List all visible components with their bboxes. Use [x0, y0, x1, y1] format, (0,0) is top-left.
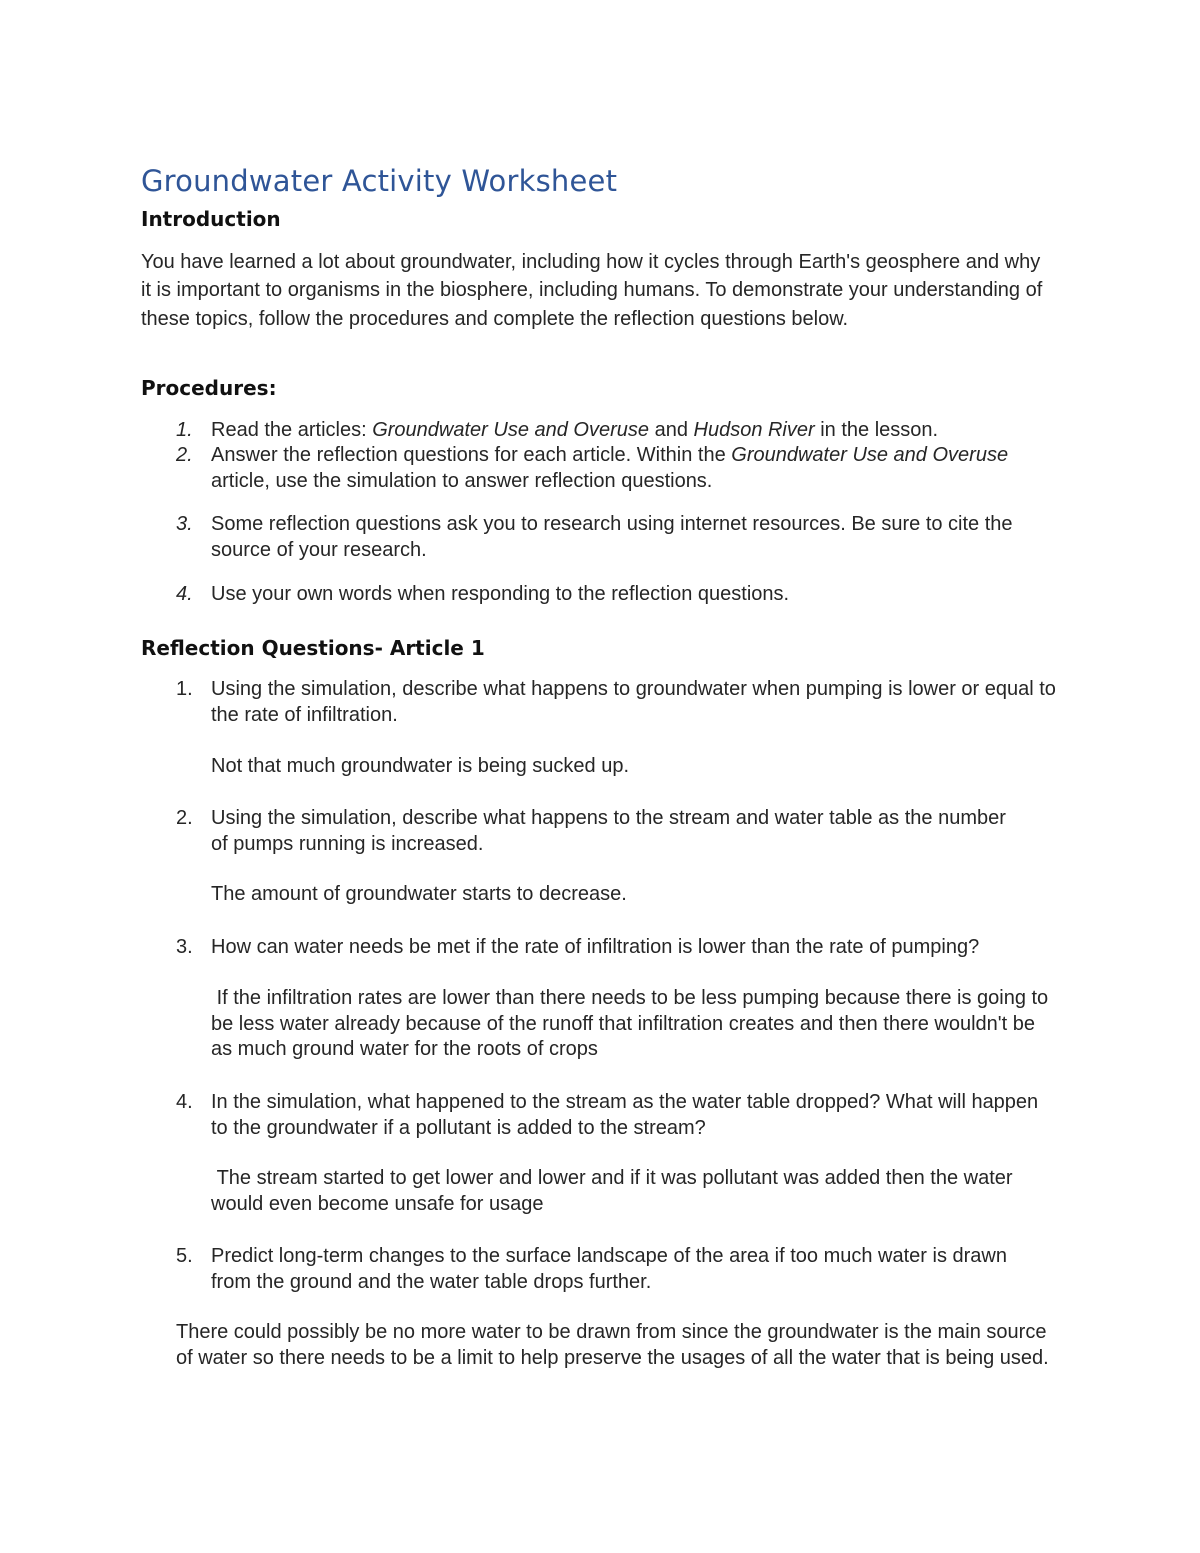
- procedures-heading: Procedures:: [141, 376, 277, 400]
- question-text: Using the simulation, describe what happens to the stream and water table as the number of pumps running is increased.: [211, 807, 1006, 855]
- procedure-item: Use your own words when responding to the reflection questions.: [211, 583, 790, 605]
- question-number: 3.: [176, 936, 193, 958]
- answer-text: The stream started to get lower and lower and if it was pollutant was added then the water would even become unsafe for usage: [211, 1167, 1019, 1215]
- answer-text: Not that much groundwater is being sucked up.: [211, 755, 630, 777]
- procedure-item: Answer the reflection questions for each article. Within the Groundwater Use and Overuse article, use the simulation to answer reflection questions.: [211, 444, 1009, 492]
- procedure-number: 4.: [176, 583, 193, 605]
- question-number: 1.: [176, 678, 193, 700]
- question-text: Using the simulation, describe what happens to groundwater when pumping is lower or equal to the rate of infiltration.: [211, 678, 1056, 726]
- answer-text: There could possibly be no more water to be drawn from since the groundwater is the main source of water so there needs to be a limit to help preserve the usages of all the water that is being used.: [176, 1321, 1049, 1369]
- procedure-item: Some reflection questions ask you to research using internet resources. Be sure to cite the source of your research.: [211, 513, 1013, 561]
- question-text: How can water needs be met if the rate of infiltration is lower than the rate of pumping?: [211, 936, 980, 958]
- question-text: Predict long-term changes to the surface landscape of the area if too much water is drawn from the ground and the water table drops further.: [211, 1245, 1007, 1293]
- answer-text: If the infiltration rates are lower than there needs to be less pumping because there is going to be less water already because of the runoff that infiltration creates and then there wouldn't be as much ground water for the roots of crops: [211, 987, 1054, 1060]
- question-number: 4.: [176, 1091, 193, 1113]
- reflection-heading: Reflection Questions- Article 1: [141, 636, 485, 660]
- question-text: In the simulation, what happened to the stream as the water table dropped? What will happen to the groundwater if a pollutant is added to the stream?: [211, 1091, 1039, 1139]
- question-number: 2.: [176, 807, 193, 829]
- procedure-number: 1.: [176, 419, 193, 441]
- answer-text: The amount of groundwater starts to decrease.: [211, 883, 627, 905]
- introduction-text: You have learned a lot about groundwater, including how it cycles through Earth's geosphere and why it is important to organisms in the biosphere, including humans. To demonstrate your understanding of these topics, follow the procedures and complete the reflection questions below.: [141, 251, 1043, 330]
- procedure-number: 2.: [176, 444, 193, 466]
- introduction-heading: Introduction: [141, 207, 281, 231]
- procedure-item: Read the articles: Groundwater Use and Overuse and Hudson River in the lesson.: [211, 419, 939, 441]
- page-title: Groundwater Activity Worksheet: [141, 164, 618, 198]
- procedure-number: 3.: [176, 513, 193, 535]
- question-number: 5.: [176, 1245, 193, 1267]
